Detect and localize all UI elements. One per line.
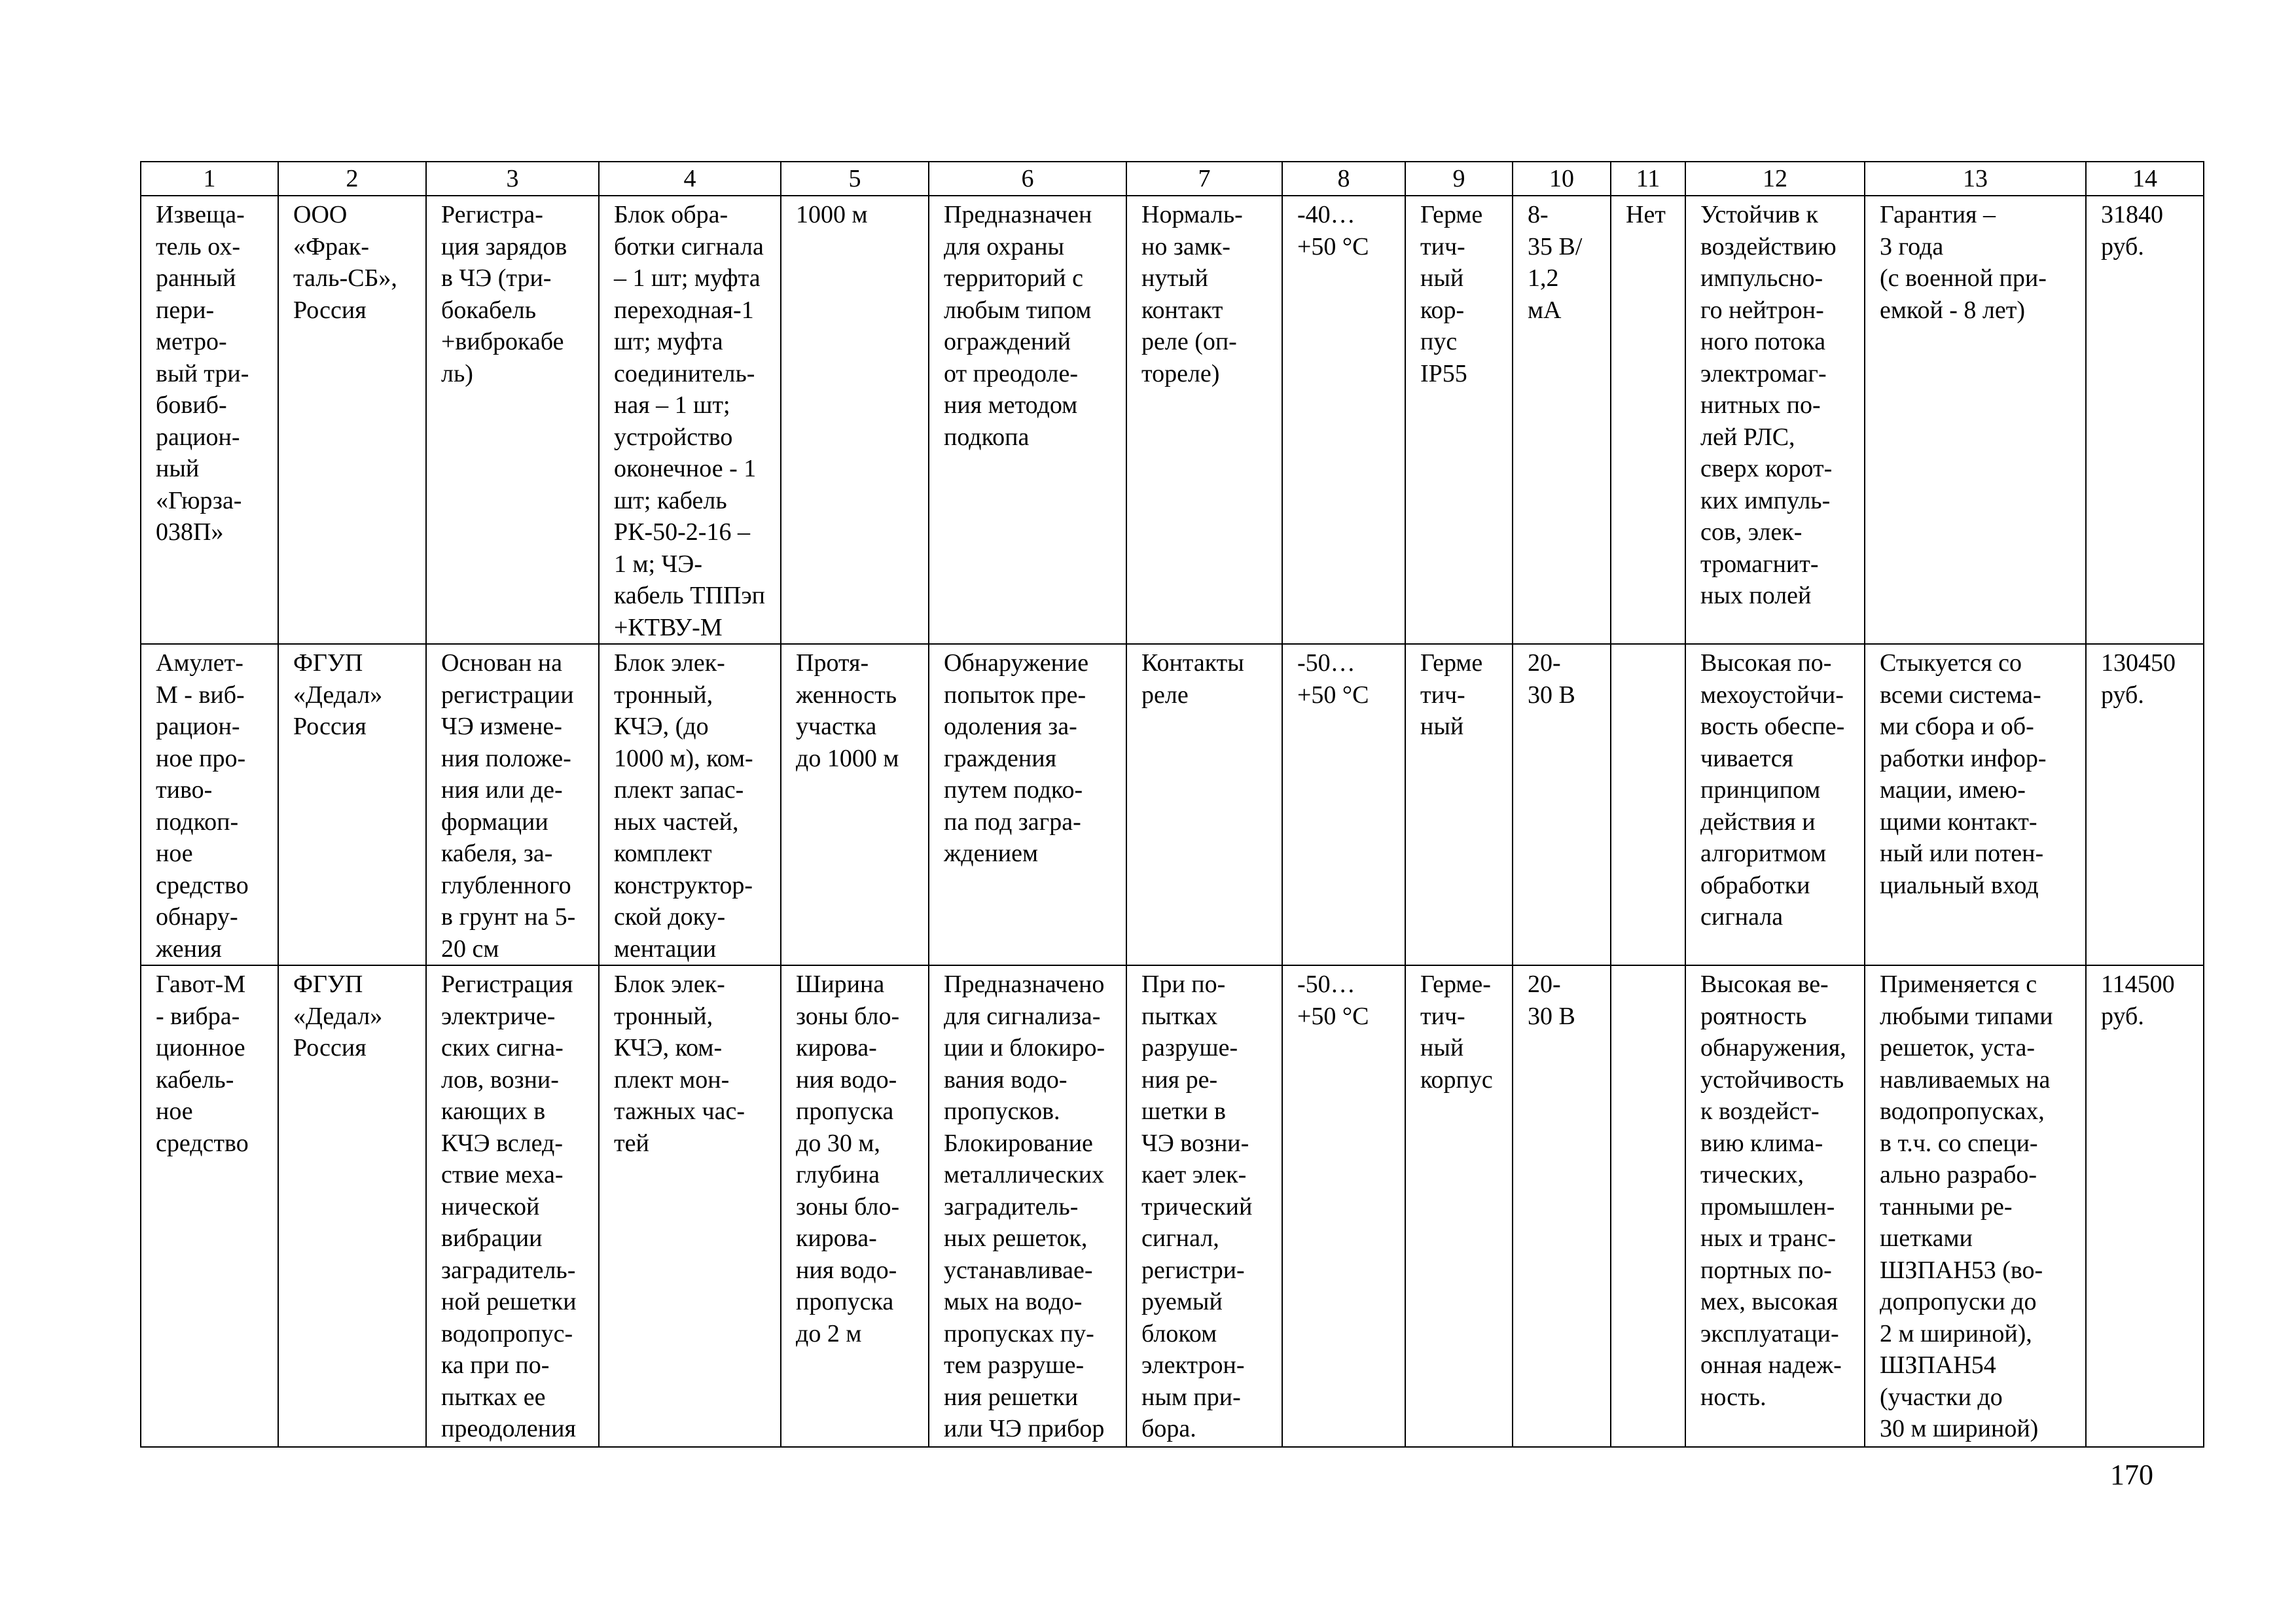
power-cell: 20- 30 В <box>1513 965 1611 1447</box>
immunity-cell: Устойчив к воздействию импульсно- го нейтрон- ного потока электромаг- нитных по- лей РЛС, сверх корот- ких импуль- сов, элек- тромагнит- ных полей <box>1685 196 1865 644</box>
column-11-cell: Нет <box>1611 196 1685 644</box>
column-number-4: 4 <box>599 162 781 196</box>
column-number-11: 11 <box>1611 162 1685 196</box>
temperature-cell: -50… +50 °С <box>1282 644 1405 965</box>
equipment-table <box>140 161 2204 1448</box>
column-number-14: 14 <box>2086 162 2204 196</box>
operating-principle-cell: Регистра- ция зарядов в ЧЭ (три- бокабель +виброкабе ль) <box>426 196 599 644</box>
enclosure-cell: Герме- тич- ный корпус <box>1405 965 1513 1447</box>
column-11-cell <box>1611 644 1685 965</box>
price-cell: 31840 руб. <box>2086 196 2204 644</box>
notes-cell: Стыкуется со всеми система- ми сбора и об- работки инфор- мации, имею- щими контакт- ный или потен- циальный вход <box>1865 644 2086 965</box>
manufacturer-cell: ФГУП «Дедал» Россия <box>278 965 426 1447</box>
immunity-cell: Высокая по- мехоустойчи- вость обеспе- чивается принципом действия и алгоритмом обработки сигнала <box>1685 644 1865 965</box>
power-cell: 8- 35 В/ 1,2 мА <box>1513 196 1611 644</box>
price-cell: 114500 руб. <box>2086 965 2204 1447</box>
operating-principle-cell: Основан на регистрации ЧЭ измене- ния положе- ния или де- формации кабеля, за- глубленного в грунт на 5- 20 см <box>426 644 599 965</box>
column-number-6: 6 <box>929 162 1126 196</box>
purpose-cell: Предназначен для охраны территорий с любым типом ограждений от преодоле- ния методом подкопа <box>929 196 1126 644</box>
operating-principle-cell: Регистрация электриче- ских сигна- лов, возни- кающих в КЧЭ вслед- ствие меха- нической вибрации заградитель- ной решетки водопропус- ка при по- пытках ее преодоления <box>426 965 599 1447</box>
purpose-cell: Обнаружение попыток пре- одоления за- граждения путем подко- па под загра- ждением <box>929 644 1126 965</box>
column-number-1: 1 <box>141 162 278 196</box>
manufacturer-cell: ФГУП «Дедал» Россия <box>278 644 426 965</box>
table-row <box>141 965 2204 1447</box>
components-cell: Блок обра- ботки сигнала – 1 шт; муфта переходная-1 шт; муфта соединитель- ная – 1 шт; устройство оконечное - 1 шт; кабель РК-50-2-16 – 1 м; ЧЭ- кабель ТППэп +КТВУ-М <box>599 196 781 644</box>
coverage-cell: 1000 м <box>781 196 929 644</box>
output-cell: Нормаль- но замк- нутый контакт реле (оп- тореле) <box>1126 196 1282 644</box>
notes-cell: Применяется с любыми типами решеток, уста- навливаемых на водопропусках, в т.ч. со специ- ально разрабо- танными ре- шетками ШЗПАН53 (во- допропуски до 2 м шириной), ШЗПАН54 (участки до 30 м шириной) <box>1865 965 2086 1447</box>
table-row <box>141 644 2204 965</box>
components-cell: Блок элек- тронный, КЧЭ, (до 1000 м), ком- плект запас- ных частей, комплект конструктор- ской доку- ментации <box>599 644 781 965</box>
column-number-12: 12 <box>1685 162 1865 196</box>
table-row <box>141 196 2204 644</box>
temperature-cell: -40… +50 °С <box>1282 196 1405 644</box>
column-11-cell <box>1611 965 1685 1447</box>
temperature-cell: -50… +50 °С <box>1282 965 1405 1447</box>
column-number-9: 9 <box>1405 162 1513 196</box>
column-number-3: 3 <box>426 162 599 196</box>
immunity-cell: Высокая ве- роятность обнаружения, устойчивость к воздейст- вию клима- тических, промышлен- ных и транс- портных по- мех, высокая эксплуатаци- онная надеж- ность. <box>1685 965 1865 1447</box>
purpose-cell: Предназначено для сигнализа- ции и блокиро- вания водо- пропусков. Блокирование металлических заградитель- ных решеток, устанавливае- мых на водо- пропусках пу- тем разруше- ния решетки или ЧЭ прибор <box>929 965 1126 1447</box>
price-cell: 130450 руб. <box>2086 644 2204 965</box>
column-number-8: 8 <box>1282 162 1405 196</box>
device-name-cell: Гавот-М - вибра- ционное кабель- ное средство <box>141 965 278 1447</box>
power-cell: 20- 30 В <box>1513 644 1611 965</box>
column-number-7: 7 <box>1126 162 1282 196</box>
notes-cell: Гарантия – 3 года (с военной при- емкой - 8 лет) <box>1865 196 2086 644</box>
column-number-5: 5 <box>781 162 929 196</box>
enclosure-cell: Герме тич- ный кор- пус IP55 <box>1405 196 1513 644</box>
coverage-cell: Протя- женность участка до 1000 м <box>781 644 929 965</box>
components-cell: Блок элек- тронный, КЧЭ, ком- плект мон- тажных час- тей <box>599 965 781 1447</box>
output-cell: При по- пытках разруше- ния ре- шетки в ЧЭ возни- кает элек- трический сигнал, регистри- руемый блоком электрон- ным при- бора. <box>1126 965 1282 1447</box>
table-header-row <box>141 162 2204 196</box>
coverage-cell: Ширина зоны бло- кирова- ния водо- пропуска до 30 м, глубина зоны бло- кирова- ния водо- пропуска до 2 м <box>781 965 929 1447</box>
device-name-cell: Амулет- М - виб- рацион- ное про- тиво- подкоп- ное средство обнару- жения <box>141 644 278 965</box>
column-number-2: 2 <box>278 162 426 196</box>
column-number-13: 13 <box>1865 162 2086 196</box>
enclosure-cell: Герме тич- ный <box>1405 644 1513 965</box>
device-name-cell: Извеща- тель ох- ранный пери- метро- вый три- бовиб- рацион- ный «Гюрза- 038П» <box>141 196 278 644</box>
manufacturer-cell: ООО «Фрак- таль-СБ», Россия <box>278 196 426 644</box>
output-cell: Контакты реле <box>1126 644 1282 965</box>
column-number-10: 10 <box>1513 162 1611 196</box>
page-number: 170 <box>2110 1459 2153 1491</box>
